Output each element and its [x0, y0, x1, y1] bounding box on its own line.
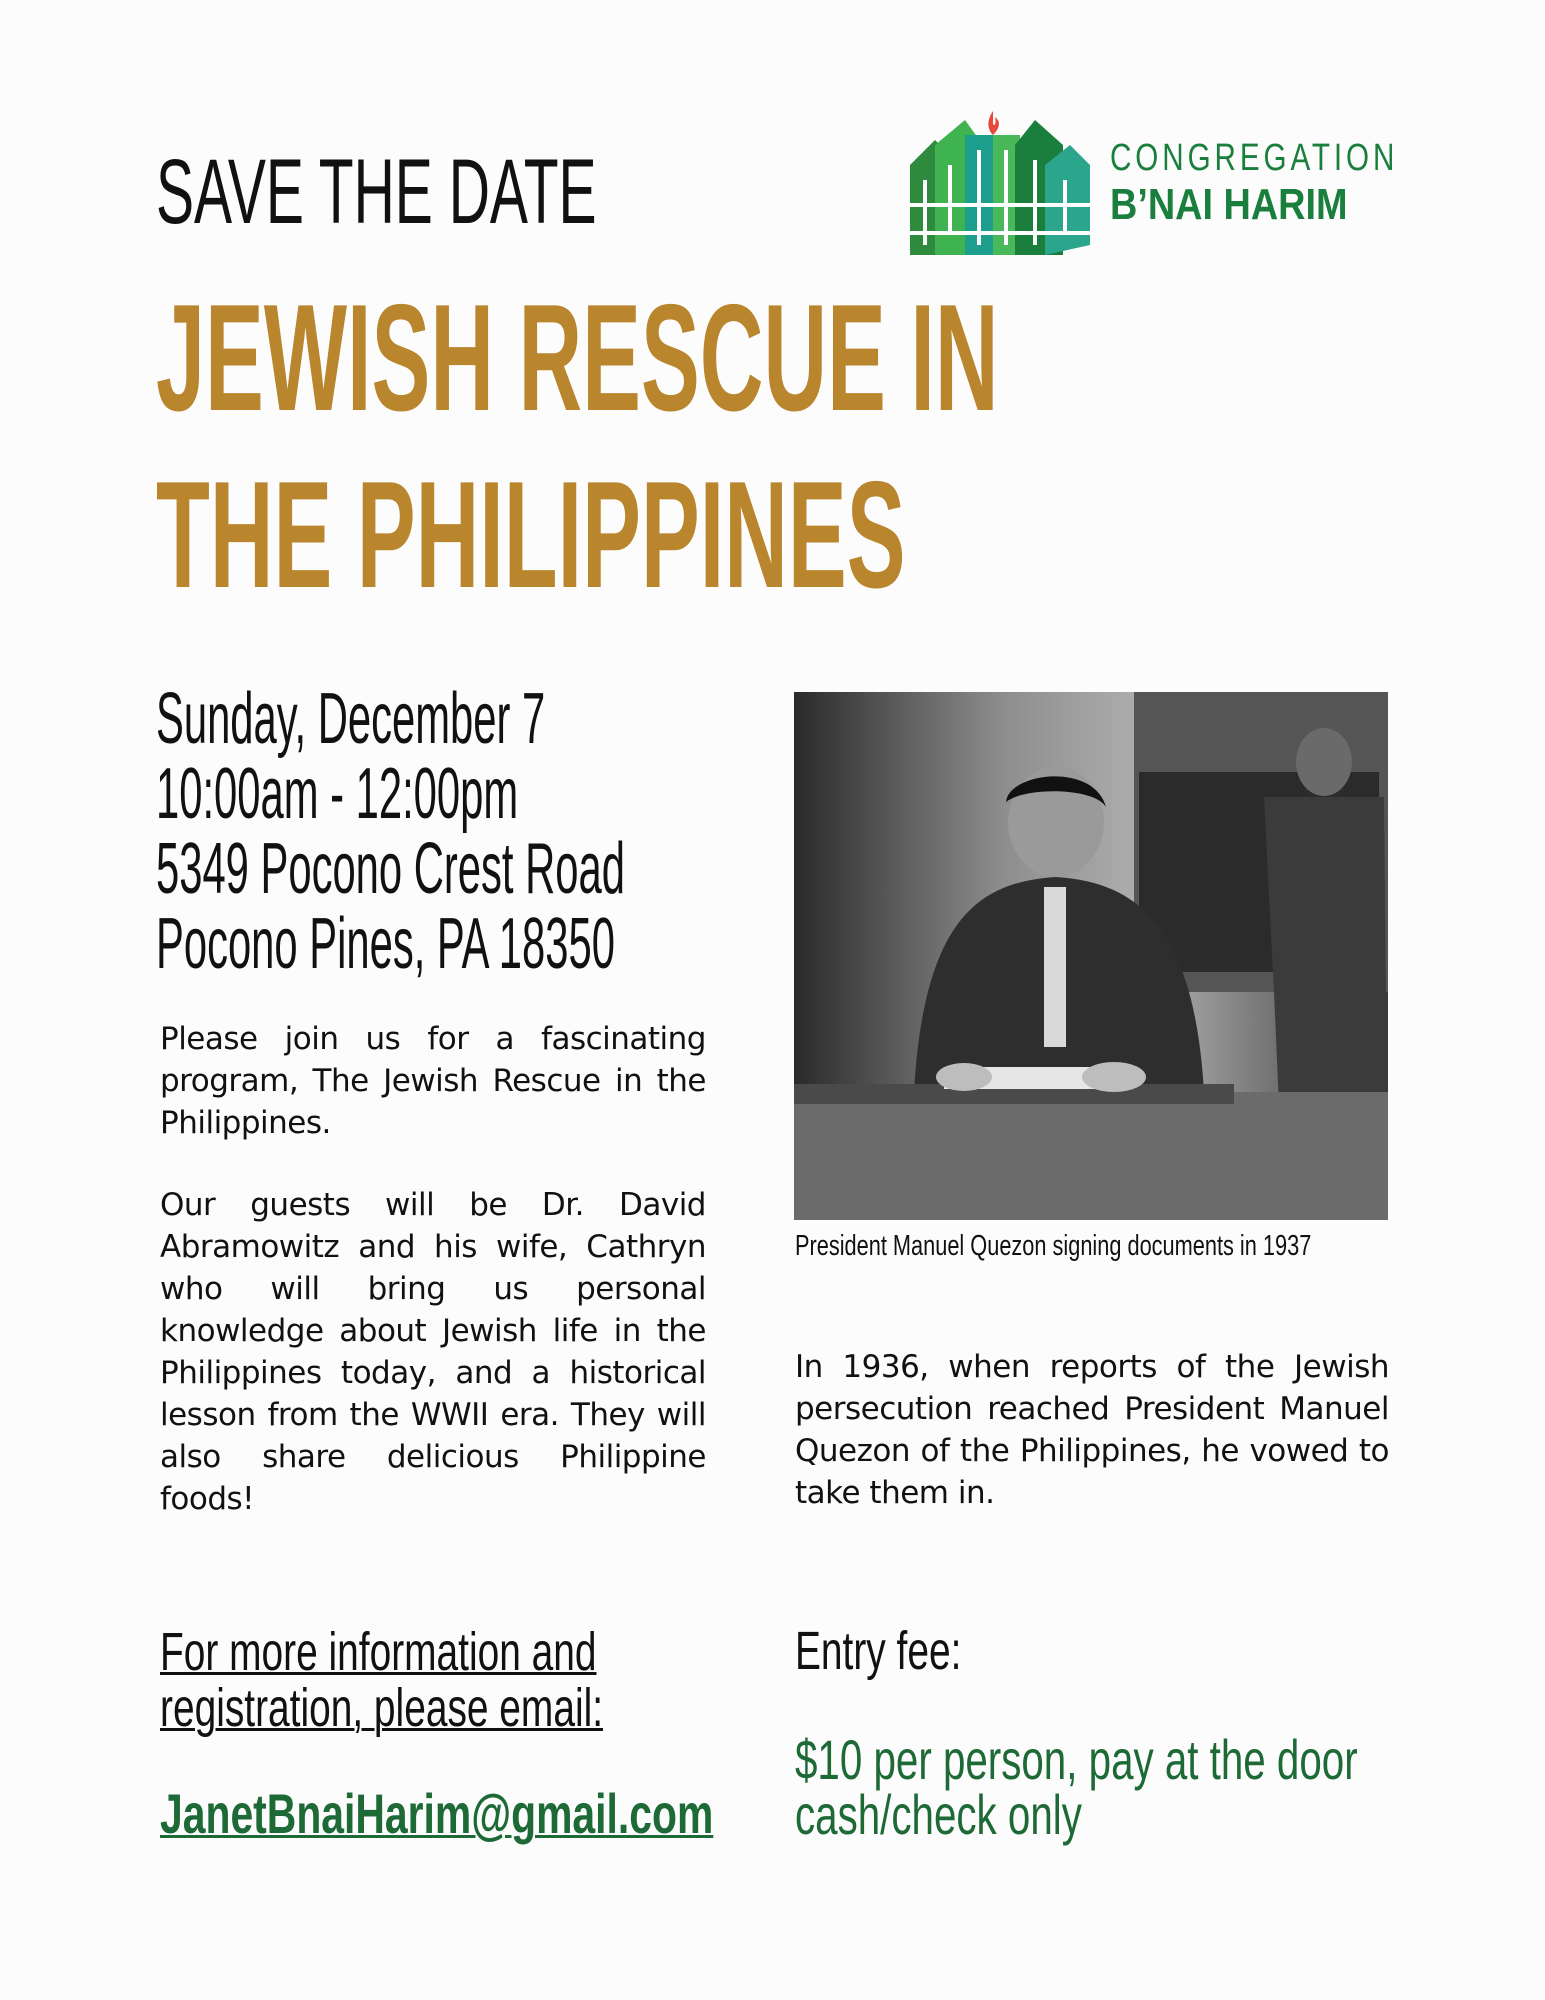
photo-caption: President Manuel Quezon signing documents in 1937 — [795, 1230, 1312, 1262]
contact-email-link[interactable]: JanetBnaiHarim@gmail.com — [160, 1782, 714, 1845]
entry-fee-amount: $10 per person, pay at the door — [795, 1728, 1358, 1791]
event-title-line-2: THE PHILIPPINES — [156, 450, 906, 620]
event-address: 5349 Pocono Crest Road — [156, 829, 625, 909]
info-heading: For more information and registration, please email: — [160, 1622, 604, 1738]
event-time: 10:00am - 12:00pm — [156, 754, 519, 834]
history-paragraph: In 1936, when reports of the Jewish persecution reached President Manuel Quezon of the Philippines, he vowed to take them in. — [795, 1349, 1389, 1511]
entry-fee-heading: Entry fee: — [795, 1621, 962, 1681]
guests-paragraph: Our guests will be Dr. David Abramowitz and his wife, Cathryn who will bring us personal knowledge about Jewish life in the Philippines today, and a historical lesson from the WWII era. They will also share delicious Philippine foods! — [160, 1187, 706, 1517]
save-the-date-heading: SAVE THE DATE — [156, 141, 597, 243]
intro-paragraph: Please join us for a fascinating program, The Jewish Rescue in the Philippines. — [160, 1021, 706, 1141]
event-date: Sunday, December 7 — [156, 679, 546, 759]
entry-fee-payment-method: cash/check only — [795, 1783, 1082, 1846]
event-title-line-1: JEWISH RESCUE IN — [156, 273, 999, 443]
logo-text-name: B’NAI HARIM — [1110, 180, 1348, 229]
event-city: Pocono Pines, PA 18350 — [156, 904, 615, 984]
historical-photo — [794, 692, 1388, 1220]
logo-text-congregation: CONGREGATION — [1110, 137, 1399, 179]
